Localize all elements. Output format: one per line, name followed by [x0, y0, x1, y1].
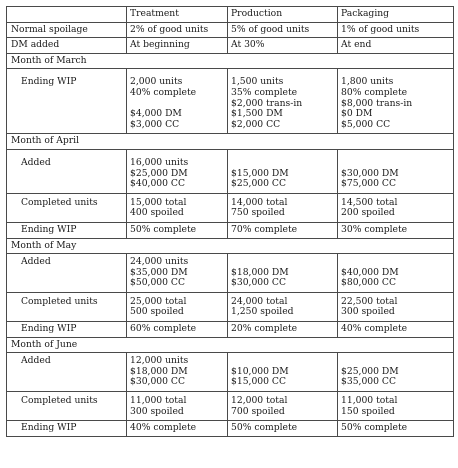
june-completed-row: [7, 392, 454, 421]
cell-line: 300 spoiled: [341, 306, 395, 318]
multiline-cell: [127, 392, 228, 421]
section-title: Month of May: [7, 238, 454, 254]
cell-line: $30,000 CC: [231, 277, 286, 289]
multiline-cell: [127, 193, 228, 222]
table-cell: 30% complete: [338, 222, 454, 238]
april-ending-wip-row: [7, 222, 454, 238]
table-cell: 70% complete: [228, 222, 338, 238]
row-label: DM added: [7, 38, 127, 54]
multiline-cell: [228, 353, 338, 392]
cell-line: 22,500 total: [341, 295, 398, 307]
row-label: Added: [7, 353, 127, 392]
cell-line: 12,000 total: [231, 395, 288, 407]
april-added-row: [7, 149, 454, 193]
cell-line: 11,000 total: [341, 395, 398, 407]
cell-line: 24,000 total: [231, 295, 288, 307]
cell-line: 25,000 total: [130, 295, 187, 307]
multiline-cell: [127, 69, 228, 134]
multiline-cell: [228, 292, 338, 321]
header-blank-cell: [7, 7, 127, 23]
cell-line: 1,800 units: [341, 76, 394, 88]
header-packaging: Packaging: [338, 7, 454, 23]
cell-line: $10,000 DM: [231, 365, 289, 377]
cell-line: $2,000 CC: [231, 118, 281, 130]
row-label: Ending WIP: [7, 421, 127, 437]
normal-spoilage-row: [7, 22, 454, 38]
cell-line: [341, 158, 450, 169]
multiline-cell: [338, 149, 454, 193]
table-cell: 40% complete: [338, 322, 454, 338]
row-label: Completed units: [7, 392, 127, 421]
cell-line: $18,000 DM: [231, 266, 289, 278]
cell-line: $35,000 DM: [130, 266, 188, 278]
table-cell: 2% of good units: [127, 22, 228, 38]
cell-line: $25,000 DM: [341, 365, 399, 377]
section-title: Month of April: [7, 134, 454, 150]
multiline-cell: [338, 254, 454, 293]
cell-line: $3,000 CC: [130, 118, 180, 130]
table-cell: 40% complete: [127, 421, 228, 437]
multiline-cell: [338, 392, 454, 421]
multiline-cell: [338, 353, 454, 392]
may-completed-row: [7, 292, 454, 321]
cell-line: $18,000 DM: [130, 365, 188, 377]
section-row-may: [7, 238, 454, 254]
cell-line: $30,000 CC: [130, 376, 185, 388]
row-label: Added: [7, 149, 127, 193]
section-row-april: [7, 134, 454, 150]
april-completed-row: [7, 193, 454, 222]
cell-line: $15,000 CC: [231, 376, 286, 388]
multiline-cell: [127, 353, 228, 392]
row-label: Ending WIP: [7, 69, 127, 134]
row-label: Completed units: [7, 292, 127, 321]
cell-line: 400 spoiled: [130, 207, 184, 219]
section-title: Month of March: [7, 53, 454, 69]
multiline-cell: [127, 149, 228, 193]
multiline-cell: [228, 193, 338, 222]
table-cell: At end: [338, 38, 454, 54]
spoilage-data-table-wrapper: [6, 6, 453, 437]
may-added-row: [7, 254, 454, 293]
multiline-cell: [127, 254, 228, 293]
cell-line: 12,000 units: [130, 355, 189, 367]
cell-line: 24,000 units: [130, 256, 189, 268]
table-cell: At 30%: [228, 38, 338, 54]
cell-line: 300 spoiled: [130, 405, 184, 417]
row-label: Ending WIP: [7, 322, 127, 338]
table-cell: At beginning: [127, 38, 228, 54]
header-row: [7, 7, 454, 23]
cell-line: $35,000 CC: [341, 376, 396, 388]
multiline-cell: [127, 292, 228, 321]
june-added-row: [7, 353, 454, 392]
dm-added-row: [7, 38, 454, 54]
section-row-march: [7, 53, 454, 69]
cell-line: 700 spoiled: [231, 405, 285, 417]
cell-line: 16,000 units: [130, 156, 189, 168]
table-cell: 50% complete: [338, 421, 454, 437]
cell-line: 2,000 units: [130, 76, 183, 88]
cell-line: $80,000 CC: [341, 277, 396, 289]
header-production: Production: [228, 7, 338, 23]
row-label: Added: [7, 254, 127, 293]
cell-line: 35% complete: [231, 86, 298, 98]
cell-line: $4,000 DM: [130, 108, 182, 120]
cell-line: 150 spoiled: [341, 405, 395, 417]
cell-line: $30,000 DM: [341, 167, 399, 179]
cell-line: $8,000 trans-in: [341, 97, 413, 109]
multiline-cell: [228, 254, 338, 293]
cell-line: 500 spoiled: [130, 306, 184, 318]
cell-line: $1,500 DM: [231, 108, 283, 120]
cell-line: $75,000 CC: [341, 178, 396, 190]
row-label: Completed units: [7, 193, 127, 222]
may-ending-wip-row: [7, 322, 454, 338]
table-cell: 20% complete: [228, 322, 338, 338]
header-treatment: Treatment: [127, 7, 228, 23]
cell-line: $5,000 CC: [341, 118, 391, 130]
cell-line: $50,000 CC: [130, 277, 185, 289]
multiline-cell: [338, 69, 454, 134]
cell-line: 80% complete: [341, 86, 408, 98]
cell-line: $0 DM: [341, 108, 373, 120]
multiline-cell: [338, 193, 454, 222]
cell-line: 15,000 total: [130, 196, 187, 208]
section-row-june: [7, 337, 454, 353]
spoilage-data-table: [6, 6, 454, 437]
table-cell: 60% complete: [127, 322, 228, 338]
cell-line: 1,500 units: [231, 76, 284, 88]
cell-line: 11,000 total: [130, 395, 187, 407]
cell-line: 750 spoiled: [231, 207, 285, 219]
multiline-cell: [228, 69, 338, 134]
cell-line: $15,000 DM: [231, 167, 289, 179]
section-title: Month of June: [7, 337, 454, 353]
june-ending-wip-row: [7, 421, 454, 437]
cell-line: $2,000 trans-in: [231, 97, 303, 109]
cell-line: 14,000 total: [231, 196, 288, 208]
multiline-cell: [228, 392, 338, 421]
cell-line: $25,000 CC: [231, 178, 286, 190]
cell-line: $40,000 DM: [341, 266, 399, 278]
cell-line: $40,000 CC: [130, 178, 185, 190]
cell-line: 200 spoiled: [341, 207, 395, 219]
table-cell: 5% of good units: [228, 22, 338, 38]
cell-line: 14,500 total: [341, 196, 398, 208]
cell-line: 40% complete: [130, 86, 197, 98]
row-label: Normal spoilage: [7, 22, 127, 38]
table-cell: 50% complete: [127, 222, 228, 238]
march-ending-wip-row: [7, 69, 454, 134]
table-cell: 50% complete: [228, 421, 338, 437]
multiline-cell: [338, 292, 454, 321]
cell-line: [231, 158, 334, 169]
multiline-cell: [228, 149, 338, 193]
row-label: Ending WIP: [7, 222, 127, 238]
table-cell: 1% of good units: [338, 22, 454, 38]
cell-line: 1,250 spoiled: [231, 306, 294, 318]
cell-line: $25,000 DM: [130, 167, 188, 179]
